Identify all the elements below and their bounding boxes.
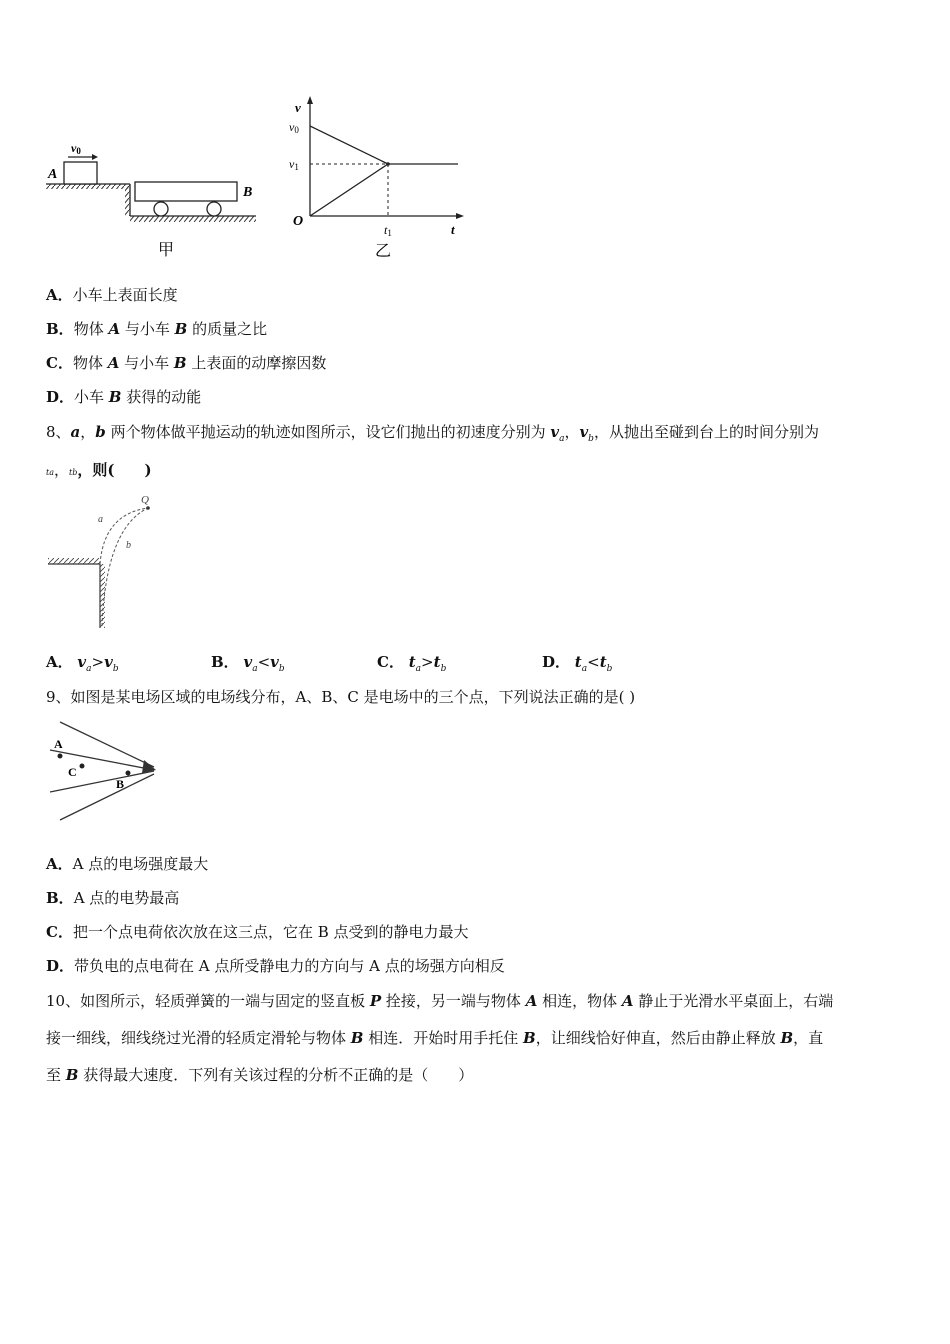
line-a-decelerating: [310, 126, 388, 164]
label-b: b: [126, 540, 131, 551]
q9-stem: 9、如图是某电场区域的电场线分布，A、B、C 是电场中的三个点，下列说法正确的是( ): [46, 688, 636, 706]
block-a: [64, 162, 97, 184]
q9-option-b: B．A 点的电势最高: [46, 889, 180, 907]
q8-stem-line2: ta，tb，则( ): [46, 461, 152, 479]
label-a: A: [54, 737, 63, 751]
q7-option-d: D．小车 B 获得的动能: [46, 388, 202, 406]
label-v0: v0: [71, 141, 81, 156]
q10-stem-line1: 10、如图所示，轻质弹簧的一端与固定的竖直板 P 拴接，另一端与物体 A 相连，物体 A 静止于光滑水平桌面上，右端: [46, 992, 834, 1010]
label-v1: v1: [289, 157, 299, 172]
q10-stem-line3: 至 B 获得最大速度．下列有关该过程的分析不正确的是（ ）: [46, 1066, 474, 1084]
cart-wheel-right: [207, 202, 221, 216]
q7-option-b: B．物体 A 与小车 B 的质量之比: [46, 320, 268, 338]
q8-option-c: C． $t_a>t_b$: [377, 653, 447, 674]
axis-label-t: t: [451, 222, 455, 237]
label-c: C: [68, 765, 77, 779]
label-a: a: [98, 514, 103, 525]
caption-jia: 甲: [158, 242, 175, 259]
figure-vt-graph: [282, 92, 472, 262]
caption-yi: 乙: [375, 243, 392, 260]
label-a: A: [48, 167, 58, 182]
label-b: B: [116, 777, 125, 791]
figure-electric-field: [44, 716, 164, 826]
label-v0: v0: [289, 120, 299, 135]
figure-cart-block-svg: [44, 138, 264, 263]
q7-option-a: A．小车上表面长度: [46, 286, 178, 304]
axis-label-v: v: [295, 100, 301, 115]
trajectory-b: [102, 508, 148, 626]
point-a: [58, 754, 63, 759]
cart-wheel-left: [154, 202, 168, 216]
point-q: [146, 506, 150, 510]
upper-ground: [46, 184, 130, 189]
trajectory-a: [100, 508, 148, 564]
q8-option-d: D． $t_a<t_b$: [542, 653, 613, 674]
q9-option-c: C．把一个点电荷依次放在这三点，它在 B 点受到的静电力最大: [46, 923, 469, 941]
origin-label: O: [293, 214, 304, 229]
cart-b: [135, 182, 237, 201]
figure-projectile: [44, 488, 174, 633]
q9-option-a: A．A 点的电场强度最大: [46, 855, 209, 873]
q8-option-b: B． $v_a<v_b$: [211, 653, 285, 674]
figure-vt-graph-svg: [282, 92, 472, 262]
label-t1: t1: [384, 223, 392, 238]
point-c: [80, 764, 85, 769]
line-b-accelerating: [310, 164, 388, 216]
field-line-1: [60, 722, 154, 767]
label-q: Q: [141, 494, 149, 506]
q9-option-d: D．带负电的点电荷在 A 点所受静电力的方向与 A 点的场强方向相反: [46, 957, 505, 975]
q8-stem-line1: 8、a，b 两个物体做平抛运动的轨迹如图所示，设它们抛出的初速度分别为 $v_a$，$v_b$，从抛出至碰到台上的时间分别为: [46, 423, 819, 444]
figure-electric-field-svg: [44, 716, 164, 826]
q8-option-a: A． $v_a>v_b$: [46, 653, 119, 674]
q7-option-c: C．物体 A 与小车 B 上表面的动摩擦因数: [46, 354, 327, 372]
point-b: [126, 771, 131, 776]
ledge: [48, 558, 100, 564]
label-b: B: [243, 185, 253, 200]
figure-cart-block: [44, 138, 264, 263]
q10-stem-line2: 接一细线，细线绕过光滑的轻质定滑轮与物体 B 相连．开始时用手托住 B，让细线恰好伸直，然后由静止释放 B，直: [46, 1029, 824, 1047]
figure-projectile-svg: [44, 488, 174, 633]
